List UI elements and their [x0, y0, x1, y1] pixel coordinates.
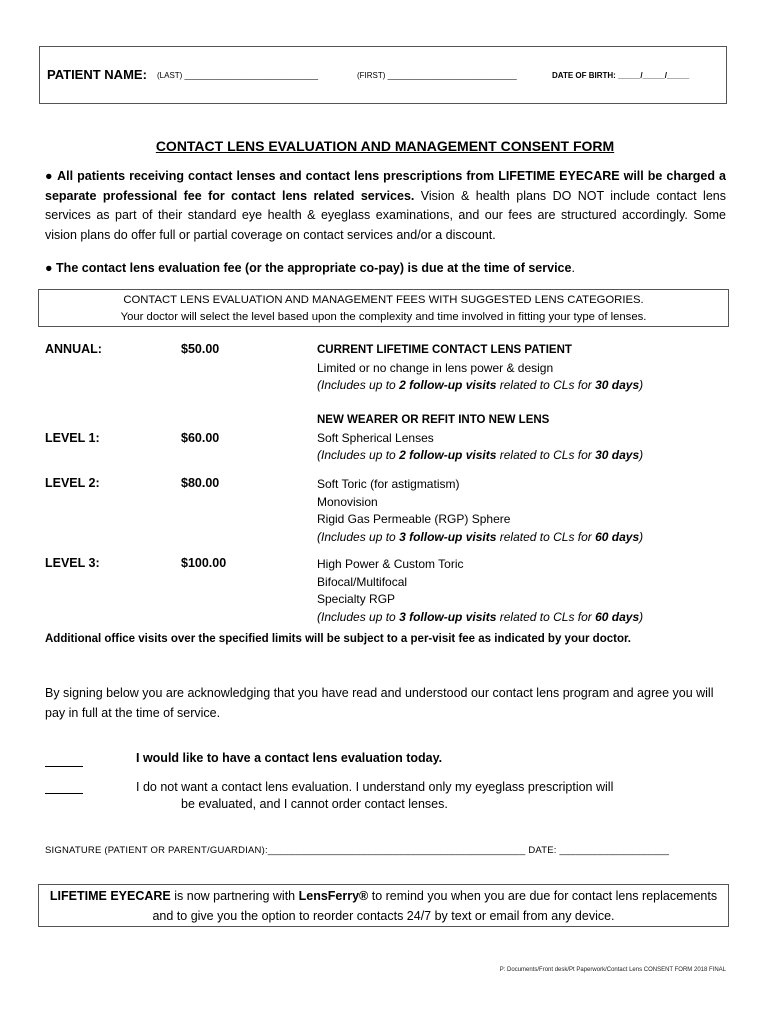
form-title: CONTACT LENS EVALUATION AND MANAGEMENT CONSENT FORM	[155, 138, 615, 154]
level2-followup: (Includes up to 3 follow-up visits related to CLs for 60 days)	[317, 529, 644, 544]
annual-line1: Limited or no change in lens power & design	[317, 360, 554, 375]
annual-heading: CURRENT LIFETIME CONTACT LENS PATIENT	[317, 344, 572, 356]
patient-name-label: PATIENT NAME:	[47, 67, 147, 82]
patient-info-box	[39, 46, 727, 104]
fee-notice-text: Vision & health plans DO NOT include contact lens services as part of their standard eye health & eyeglass examinations, and our fees are structured accordingly. Some vision plans do offer full or partial coverage on contact services and/or a discount.	[45, 188, 726, 242]
fees-header-box	[38, 289, 729, 327]
payment-due-paragraph	[45, 259, 726, 279]
lensferry-notice-box	[38, 884, 729, 927]
fee-notice-bold: All patients receiving contact lenses and contact lens prescriptions from LIFETIME EYECARE will be charged a separate professional fee for contact lens related services.	[45, 169, 726, 203]
level3-followup: (Includes up to 3 follow-up visits related to CLs for 60 days)	[317, 609, 644, 624]
bullet-icon: ●	[45, 261, 53, 275]
payment-due-bold: The contact lens evaluation fee (or the appropriate co-pay) is due at the time of service	[56, 261, 572, 275]
new-wearer-block	[317, 412, 643, 465]
acknowledgement-text: By signing below you are acknowledging that you have read and understood our contact lens program and agree you will pay in full at the time of service.	[45, 686, 714, 720]
level3-label: LEVEL 3:	[45, 556, 100, 570]
option2-text-line1: I do not want a contact lens evaluation. I understand only my eyeglass prescription will	[136, 780, 614, 794]
first-name-field[interactable]: (FIRST) _____________________________	[357, 71, 517, 80]
level2-line3: Rigid Gas Permeable (RGP) Sphere	[317, 512, 511, 526]
level1-line1: Soft Spherical Lenses	[317, 430, 434, 445]
option2-initial-line[interactable]	[45, 780, 83, 794]
last-name-field[interactable]: (LAST) ______________________________	[157, 71, 319, 80]
level2-label: LEVEL 2:	[45, 476, 100, 490]
fee-notice-paragraph	[45, 167, 726, 245]
level1-followup: (Includes up to 2 follow-up visits related to CLs for 30 days)	[317, 448, 644, 462]
annual-followup: (Includes up to 2 follow-up visits related to CLs for 30 days)	[317, 378, 644, 392]
level3-line1: High Power & Custom Toric	[317, 557, 464, 571]
lensferry-text1: is now partnering with	[170, 889, 299, 903]
option2-text-line2: be evaluated, and I cannot order contact lenses.	[181, 797, 448, 811]
annual-price: $50.00	[181, 342, 220, 356]
level3-line3: Specialty RGP	[317, 592, 396, 606]
level1-price: $60.00	[181, 431, 220, 445]
level1-label: LEVEL 1:	[45, 431, 100, 445]
bullet-icon: ●	[45, 169, 54, 183]
option1-text: I would like to have a contact lens evaluation today.	[136, 751, 443, 765]
date-of-birth-field[interactable]: DATE OF BIRTH: _____/_____/_____	[552, 71, 690, 80]
document-path-footer: P: Documents/Front desk/Pt Paperwork/Contact Lens CONSENT FORM 2018 FINAL	[499, 967, 726, 973]
payment-due-period: .	[571, 261, 575, 275]
additional-visits-note: Additional office visits over the specified limits will be subject to a per-visit fee as indicated by your doctor.	[45, 633, 632, 645]
lensferry-brand: LensFerry®	[298, 889, 369, 903]
level2-line2: Monovision	[317, 494, 378, 509]
level3-line2: Bifocal/Multifocal	[317, 574, 408, 589]
annual-label: ANNUAL:	[45, 342, 102, 356]
lifetime-eyecare-brand: LIFETIME EYECARE	[49, 889, 171, 903]
fees-header-line1: CONTACT LENS EVALUATION AND MANAGEMENT FEES WITH SUGGESTED LENS CATEGORIES.	[123, 294, 644, 306]
level2-description	[317, 476, 643, 546]
level2-line1: Soft Toric (for astigmatism)	[317, 477, 460, 491]
level3-description	[317, 556, 643, 626]
annual-description	[317, 342, 643, 395]
new-wearer-heading: NEW WEARER OR REFIT INTO NEW LENS	[317, 414, 550, 426]
level2-price: $80.00	[181, 476, 220, 490]
lensferry-text2: to remind you when you are due for contact lens replacements and to give you the option to reorder contacts 24/7 by text or email from any device.	[152, 889, 718, 923]
option1-initial-line[interactable]	[45, 753, 83, 767]
level3-price: $100.00	[181, 556, 227, 570]
signature-date-line[interactable]: SIGNATURE (PATIENT OR PARENT/GUARDIAN):_______________________________________________ DATE: ____________________	[45, 845, 670, 856]
fees-header-line2: Your doctor will select the level based upon the complexity and time involved in fitting your type of lenses.	[120, 311, 647, 323]
